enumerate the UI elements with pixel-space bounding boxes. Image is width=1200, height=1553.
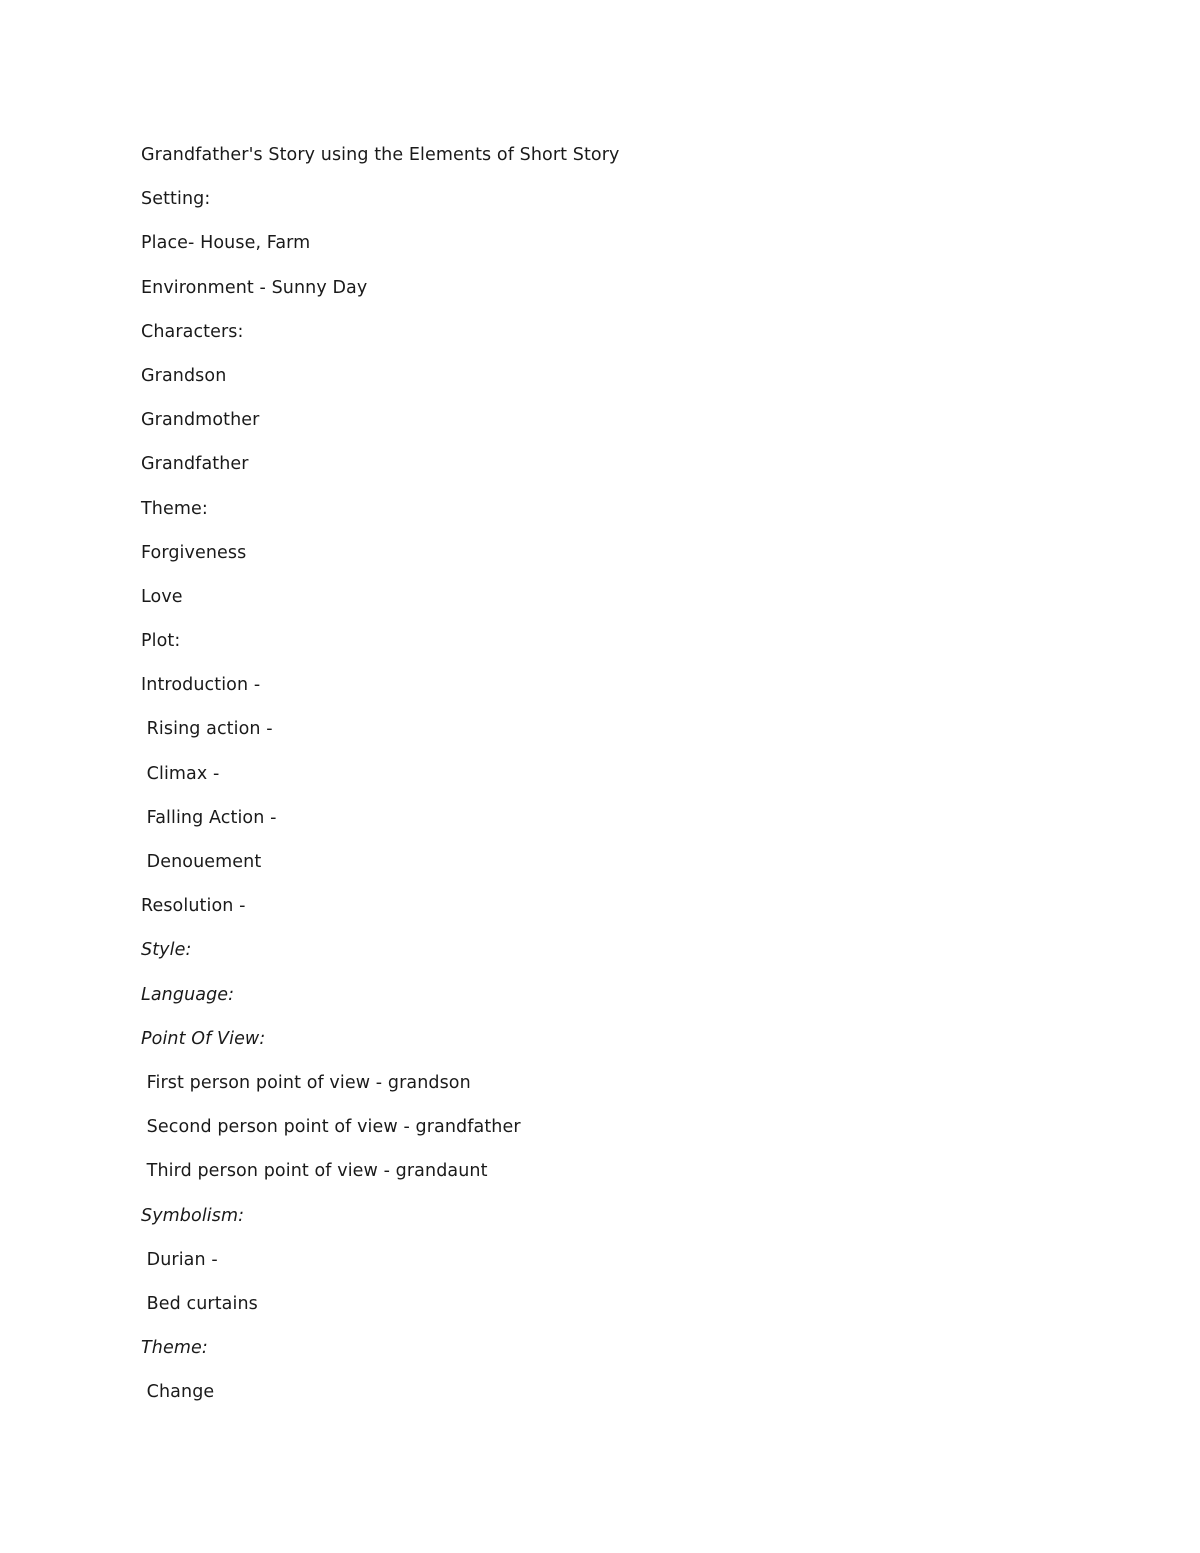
document-line: Climax - (141, 763, 220, 784)
document-line: Denouement (141, 852, 262, 872)
document-line: Grandmother (141, 410, 260, 431)
document-line: Characters: (141, 321, 244, 342)
document-line: Place- House, Farm (141, 233, 311, 254)
document-line: Resolution - (141, 896, 246, 917)
document-line: Theme: (141, 1338, 208, 1359)
document-line: Change (141, 1382, 215, 1403)
document-line: Falling Action - (141, 807, 277, 828)
document-line: Grandfather (141, 454, 249, 475)
document-line: Love (141, 586, 183, 607)
document-line: Theme: (141, 498, 208, 519)
document-line: Setting: (141, 189, 211, 210)
document-body (141, 138, 1041, 1419)
document-line: Grandfather's Story using the Elements of Short Story (141, 145, 620, 165)
document-line: Bed curtains (141, 1293, 258, 1314)
document-line: First person point of view - grandson (141, 1072, 471, 1093)
document-line: Environment - Sunny Day (141, 277, 368, 298)
document-line: Second person point of view - grandfather (141, 1117, 521, 1138)
document-line: Style: (141, 940, 192, 961)
document-line: Rising action - (141, 719, 273, 740)
document-line: Durian - (141, 1249, 218, 1270)
document-line: Language: (141, 984, 235, 1005)
document-line: Point Of View: (141, 1028, 266, 1049)
document-line: Grandson (141, 365, 227, 386)
document-line: Symbolism: (141, 1205, 245, 1226)
document-line: Forgiveness (141, 542, 247, 563)
document-line: Third person point of view - grandaunt (141, 1161, 488, 1182)
document-line: Plot: (141, 631, 181, 652)
document-line: Introduction - (141, 675, 261, 696)
